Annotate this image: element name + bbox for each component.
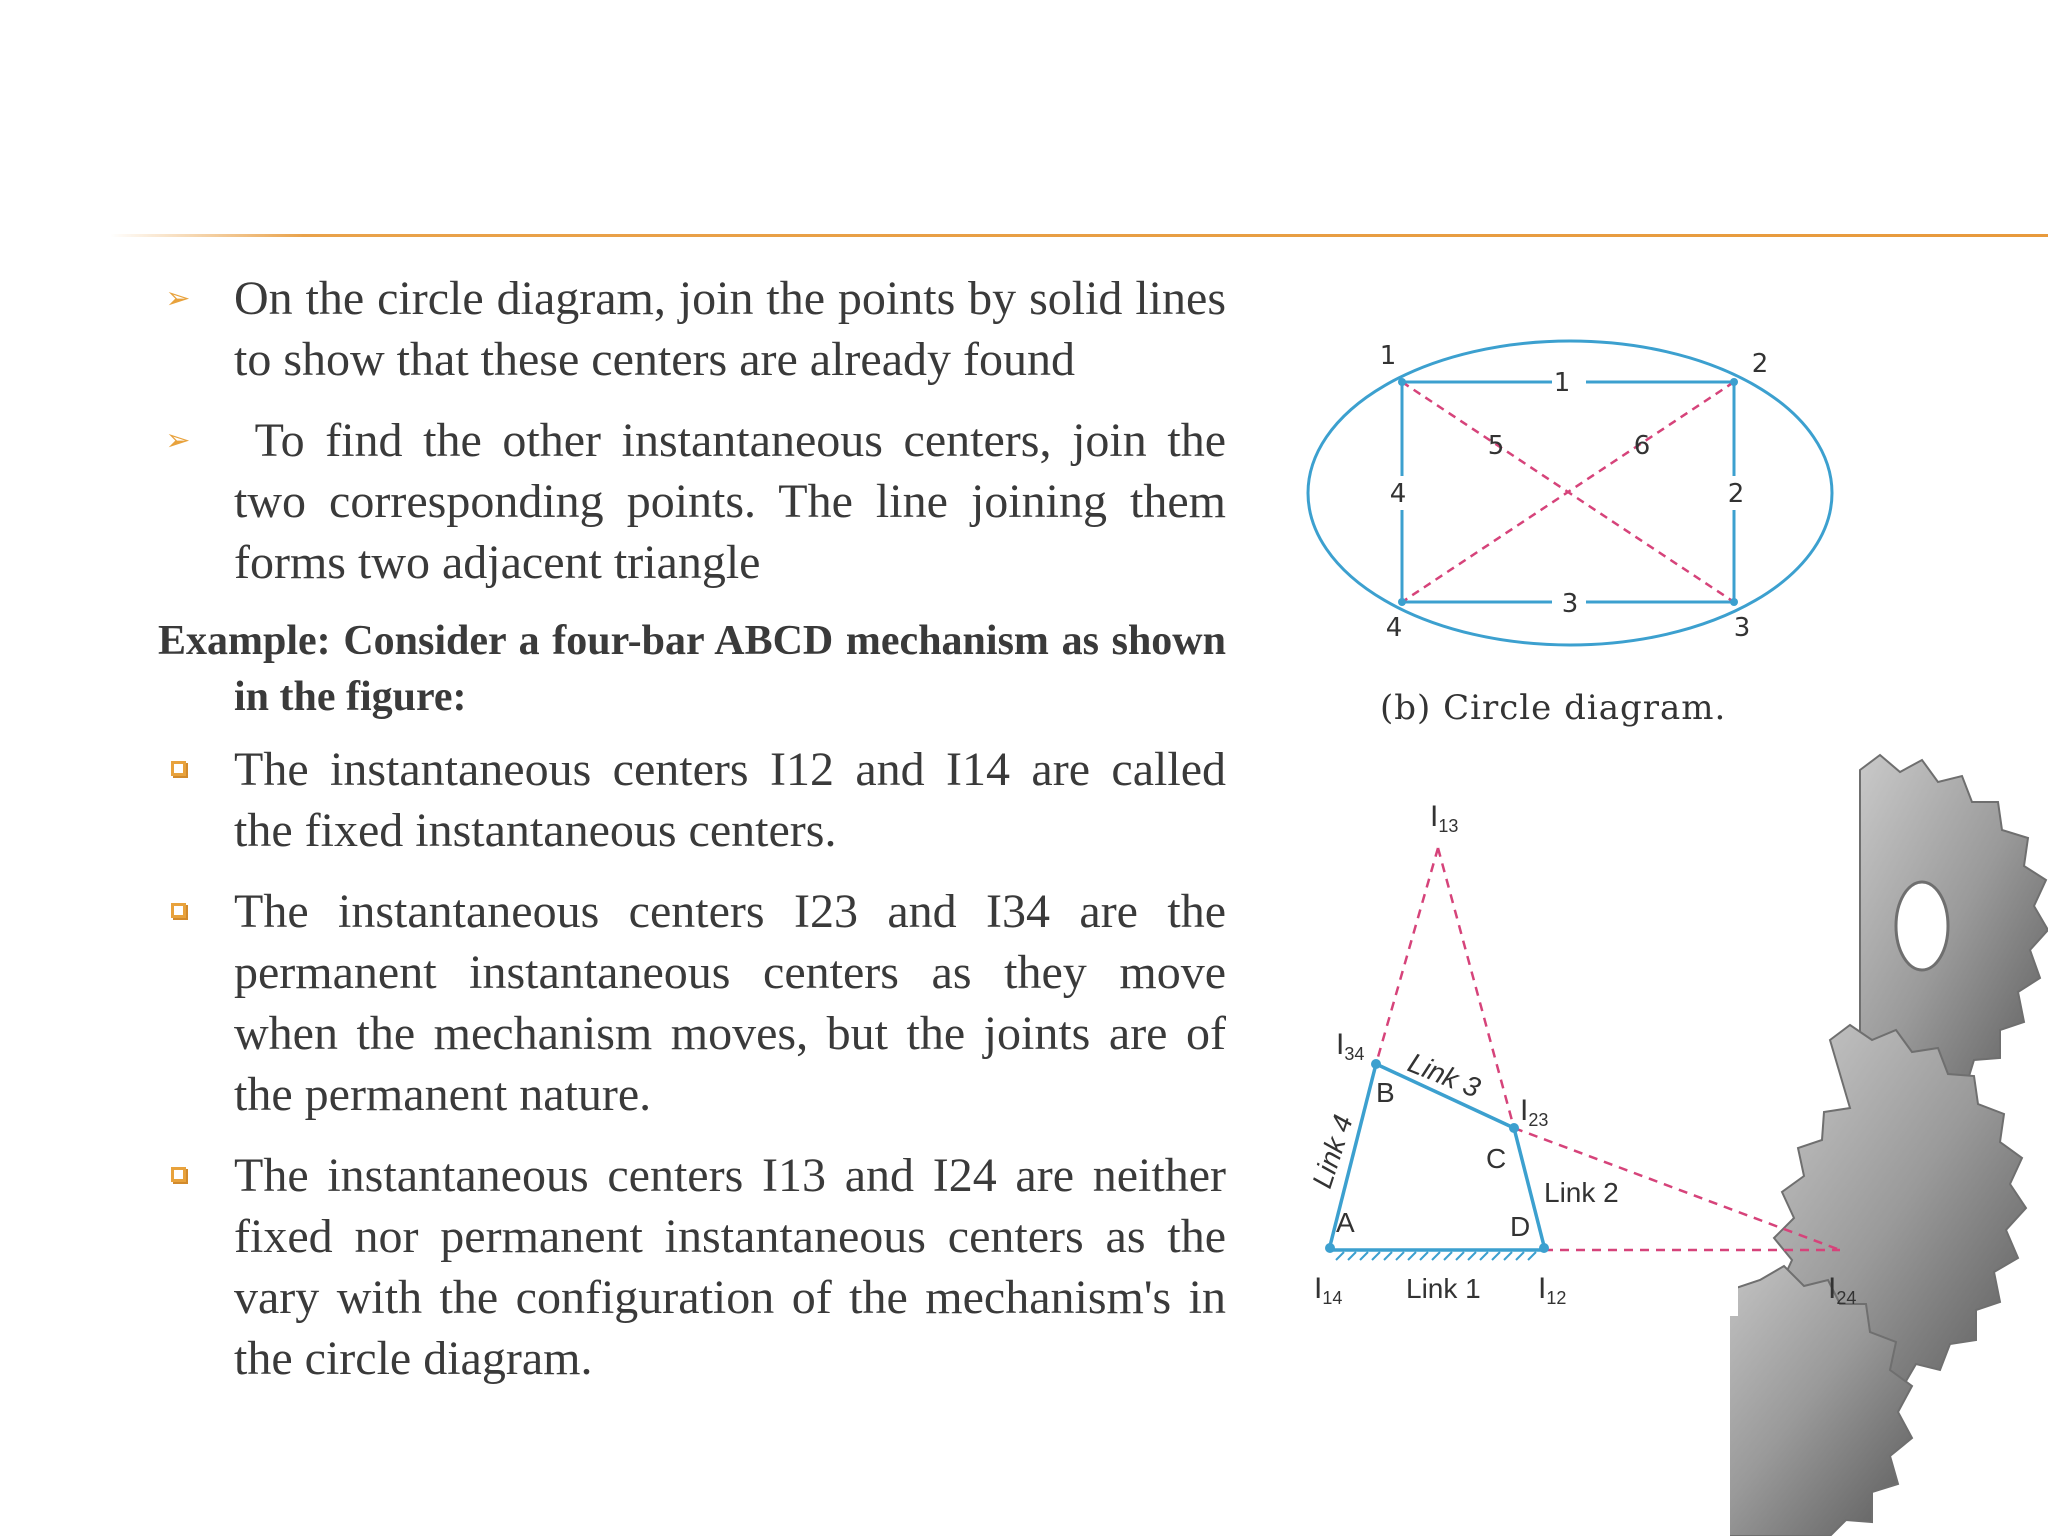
edge-label-2: 2 — [1727, 479, 1745, 509]
corner-label-2: 2 — [1751, 349, 1769, 379]
center-label-i13: $I_{13}$ — [1430, 800, 1459, 836]
corner-label-1: 1 — [1379, 341, 1397, 371]
circle-diagram — [1290, 330, 1850, 690]
edge-label-6: 6 — [1633, 431, 1651, 461]
bullet-item — [158, 881, 1226, 1125]
corner-label-4: 4 — [1385, 613, 1403, 643]
bullet-item — [158, 410, 1226, 593]
edge-label-5: 5 — [1487, 431, 1505, 461]
center-label-i24: $I_{24}$ — [1828, 1272, 1857, 1308]
bullet-item — [158, 1145, 1226, 1389]
center-label-i12: $I_{12}$ — [1538, 1272, 1567, 1308]
edge-label-1: 1 — [1553, 368, 1571, 398]
example-heading: Example: Consider a four-bar ABCD mechanism as shown in the figure: — [158, 618, 1226, 720]
link-label-2: Link 2 — [1544, 1177, 1619, 1208]
link-label-4: Link 4 — [1306, 1111, 1359, 1192]
center-label-i34: $I_{34}$ — [1336, 1028, 1365, 1064]
point-label-c: C — [1486, 1143, 1507, 1174]
bullet-text: On the circle diagram, join the points by solid lines to show that these centers are already found — [234, 272, 1226, 386]
square-bullet-icon — [171, 761, 186, 776]
corner-label-3: 3 — [1733, 613, 1751, 643]
link-label-3: Link 3 — [1403, 1046, 1485, 1104]
edge-label-4: 4 — [1389, 479, 1407, 509]
slide-text — [158, 268, 1226, 1409]
arrow-bullet-icon: ➢ — [165, 281, 191, 316]
circle-diagram-caption: (b) Circle diagram. — [1380, 688, 1727, 728]
bullet-item — [158, 739, 1226, 861]
center-label-i14: $I_{14}$ — [1314, 1272, 1343, 1308]
bullet-text: The instantaneous centers I13 and I24 are neither fixed nor permanent instantaneous centers as the vary with the configuration of the mechanism's in the circle diagram. — [234, 1149, 1226, 1385]
point-label-b: B — [1376, 1077, 1395, 1108]
square-bullet-icon — [171, 903, 186, 918]
bullet-text: To find the other instantaneous centers, join the two corresponding points. The line joining them forms two adjacent triangle — [234, 414, 1226, 589]
arrow-bullet-icon: ➢ — [165, 423, 191, 458]
square-bullet-icon — [171, 1167, 186, 1182]
bullet-item — [158, 268, 1226, 390]
point-label-a: A — [1336, 1207, 1355, 1238]
point-label-d: D — [1510, 1211, 1531, 1242]
line-i13-b — [1376, 848, 1438, 1064]
link-label-1: Link 1 — [1406, 1273, 1481, 1304]
center-label-i23: $I_{23}$ — [1520, 1094, 1549, 1130]
four-bar-mechanism-diagram — [1300, 790, 1860, 1330]
edge-label-3: 3 — [1561, 589, 1579, 619]
bullet-text: The instantaneous centers I23 and I34 are the permanent instantaneous centers as they move when the mechanism moves, but the joints are of the permanent nature. — [234, 885, 1226, 1121]
bullet-text: The instantaneous centers I12 and I14 are called the fixed instantaneous centers. — [234, 743, 1226, 857]
header-divider — [110, 234, 2048, 237]
